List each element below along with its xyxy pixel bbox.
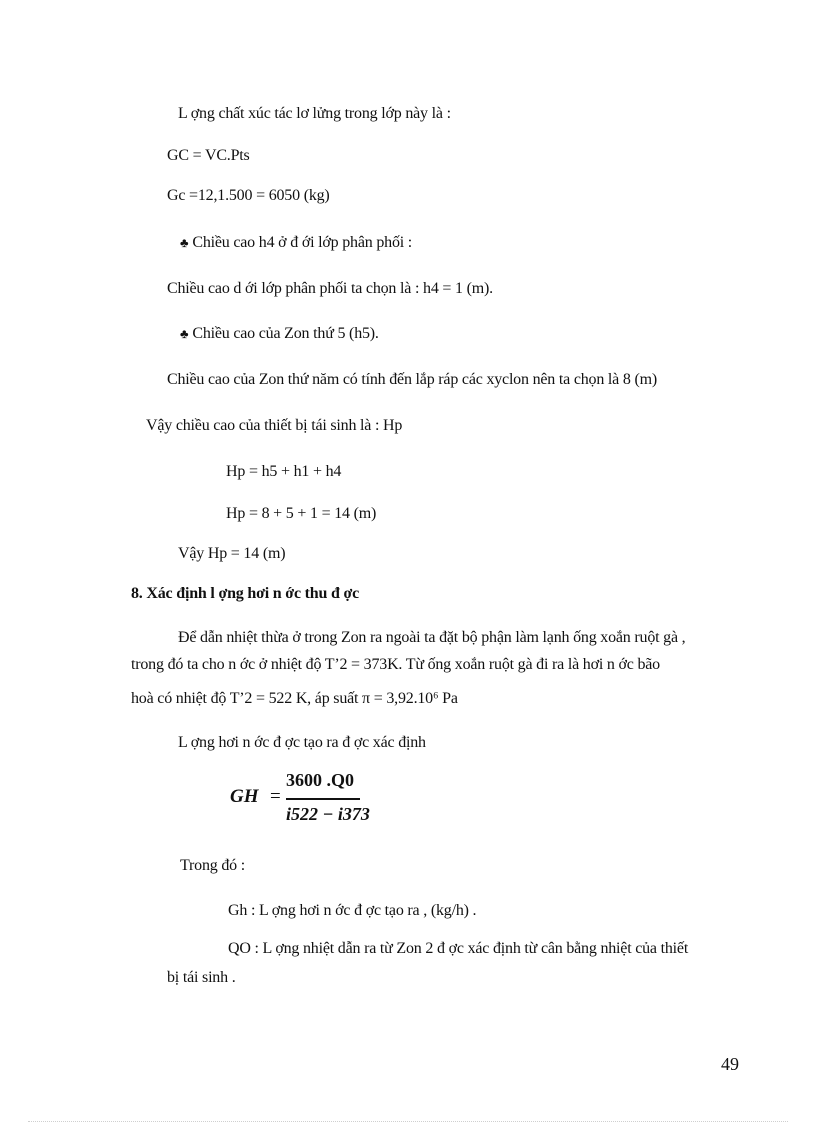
definition-gh: Gh : L ợng hơi n ớc đ ợc tạo ra , (kg/h) . xyxy=(228,902,477,919)
section-heading: 8. Xác định l ợng hơi n ớc thu đ ợc xyxy=(131,585,360,602)
formula-numerator: 3600 .Q0 xyxy=(286,770,355,790)
fraction-bar xyxy=(286,798,360,800)
paragraph-line: Để dẫn nhiệt thừa ở trong Zon ra ngoài ta đặt bộ phận làm lạnh ống xoắn ruột gà , xyxy=(178,629,686,646)
formula-equals: = xyxy=(270,786,281,807)
club-bullet-icon: ♣ xyxy=(180,326,189,341)
paragraph-line: trong đó ta cho n ớc ở nhiệt độ T’2 = 373K. Từ ống xoắn ruột gà đi ra là hơi n ớc bão xyxy=(131,656,660,673)
text-line: Chiều cao của Zon thứ năm có tính đến lắp ráp các xyclon nên ta chọn là 8 (m) xyxy=(167,371,657,388)
formula-gc-value: Gc =12,1.500 = 6050 (kg) xyxy=(167,187,330,204)
text-line: Chiều cao d ới lớp phân phối ta chọn là : h4 = 1 (m). xyxy=(167,280,493,297)
formula-denominator: i522 − i373 xyxy=(286,804,370,824)
bullet-line: ♣ Chiều cao h4 ở đ ới lớp phân phối : xyxy=(180,234,413,251)
page-number: 49 xyxy=(721,1054,739,1074)
definition-qo: QO : L ợng nhiệt dẫn ra từ Zon 2 đ ợc xác định từ cân bằng nhiệt của thiết xyxy=(228,940,689,957)
text-line: Vậy chiều cao của thiết bị tái sinh là : Hp xyxy=(146,417,403,434)
formula-gc-definition: GC = VC.Pts xyxy=(167,147,250,164)
text-line: Trong đó : xyxy=(180,857,245,874)
formula-lhs: GH xyxy=(230,786,259,807)
formula-hp-value: Hp = 8 + 5 + 1 = 14 (m) xyxy=(226,505,377,522)
formula-hp-sum: Hp = h5 + h1 + h4 xyxy=(226,463,342,480)
club-bullet-icon: ♣ xyxy=(180,235,189,250)
text-line: L ợng hơi n ớc đ ợc tạo ra đ ợc xác định xyxy=(178,734,426,751)
bullet-line: ♣ Chiều cao của Zon thứ 5 (h5). xyxy=(180,325,379,342)
definition-qo-continued: bị tái sinh . xyxy=(167,969,236,986)
footer-divider xyxy=(28,1121,788,1122)
text-line: Vậy Hp = 14 (m) xyxy=(178,545,286,562)
paragraph-line: hoà có nhiệt độ T’2 = 522 K, áp suất π = 3,92.10⁶ Pa xyxy=(131,690,458,707)
text-line: L ợng chất xúc tác lơ lửng trong lớp này là : xyxy=(178,105,451,122)
formula-gh xyxy=(230,770,370,830)
